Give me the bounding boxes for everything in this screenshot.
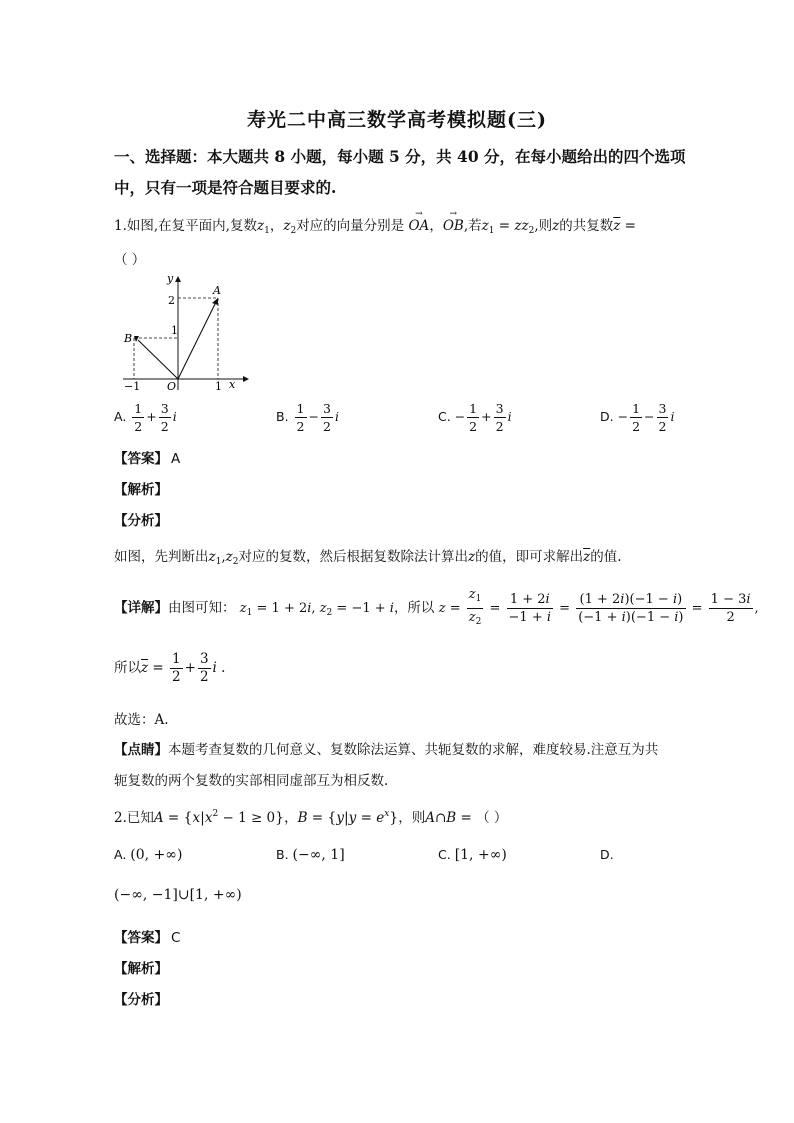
- q1-option-B[interactable]: B. $\frac{1}{2}$ − $\frac{3}{2}$ i: [276, 401, 339, 434]
- q1-cond-prefix: ,若: [463, 218, 482, 234]
- q1-answer: 【答案】 A: [114, 451, 181, 467]
- q1-prefix: 1.如图,在复平面内,复数: [114, 218, 257, 234]
- q2-option-B[interactable]: B. (−∞, 1]: [276, 847, 345, 863]
- q1-choose: 故选：A.: [114, 712, 169, 728]
- vector-OB-arrowhead: [134, 336, 139, 342]
- tick-label-x-neg1: −1: [124, 380, 141, 393]
- vector-OA: → OA: [408, 209, 430, 234]
- q1-option-D[interactable]: D. − $\frac{1}{2}$ − $\frac{3}{2}$ i: [600, 401, 675, 434]
- label-B: B: [124, 332, 133, 345]
- label-y: y: [167, 272, 174, 285]
- q1-option-C[interactable]: C. − $\frac{1}{2}$ + $\frac{3}{2}$ i: [438, 401, 512, 434]
- q1-cond-suffix: ,则: [534, 218, 553, 234]
- vector-OA-arrowhead: [212, 298, 218, 305]
- page-title: 寿光二中高三数学高考模拟题(三): [247, 109, 547, 131]
- q1-dianjing: 【点睛】本题考查复数的几何意义、复数除法运算、共轭复数的求解，难度较易.注意互为共: [114, 742, 659, 758]
- q2-option-D[interactable]: D.: [600, 847, 614, 862]
- q2-option-A[interactable]: A. (0, +∞): [114, 847, 183, 863]
- y-axis-arrow: [175, 276, 181, 282]
- label-A: A: [213, 284, 221, 297]
- q1-paren: （ ）: [114, 252, 146, 268]
- q2-stem: 2.已知$A = \{x|x^2 - 1 \ge 0\}$，$B = \{y|y = e^x\}$，则A∩B = （ ）: [114, 809, 508, 826]
- vector-OA-line: [178, 302, 216, 379]
- q2-option-C[interactable]: C. [1, +∞): [438, 847, 507, 863]
- section-heading-line-1: 一、选择题：本大题共 8 小题，每小题 5 分，共 40 分，在每小题给出的四个选项: [114, 147, 686, 166]
- tick-label-x-1: 1: [215, 380, 222, 393]
- label-x: x: [229, 378, 236, 391]
- q1-fenxi-label: 【分析】: [114, 513, 168, 529]
- q2-answer: 【答案】 C: [114, 930, 181, 946]
- vector-OB-line: [138, 340, 178, 379]
- q2-option-D-value: (−∞, −1]∪[1, +∞): [114, 887, 242, 903]
- x-axis-arrow: [243, 376, 249, 382]
- q1-dianjing-line-2: 轭复数的两个复数的实部相同虚部互为相反数.: [114, 773, 389, 789]
- q1-result: 所以$\overline{z}$ = $\frac{1}{2}$ + $\frac{3}{2}$ i .: [114, 651, 226, 685]
- q1-tail: 的共复数: [559, 218, 614, 234]
- tick-label-y-1: 1: [171, 324, 178, 337]
- section-heading: [114, 141, 694, 203]
- q1-mid: 对应的向量分别是: [296, 218, 405, 234]
- label-origin: O: [167, 380, 177, 393]
- q2-fenxi-label: 【分析】: [114, 992, 168, 1008]
- q1-stem: 1.如图,在复平面内,复数$z_1$，$z_2$对应的向量分别是 → OA， → OB,若$z_1 = zz_2$,则z的共复数$\overline{z}$ =: [114, 209, 636, 236]
- q1-analysis: 如图，先判断出$z_1,z_2$对应的复数，然后根据复数除法计算出z的值，即可求解出$\overline{z}$的值.: [114, 549, 622, 567]
- tick-label-y-2: 2: [168, 294, 175, 307]
- q1-option-A[interactable]: A. $\frac{1}{2}$ + $\frac{3}{2}$ i: [114, 401, 177, 434]
- section-heading-line-2: 中，只有一项是符合题目要求的.: [114, 178, 337, 197]
- q1-detail: 【详解】由图可知： $z_1 = 1 + 2i$, $z_2 = -1 + i$，所以 z = $\frac{z_1}{z_2}$ = $\frac{1 + 2i}{-1 + i}$ = $\frac{(1 + 2i)(-1 - i)}{(-1 + i)(-1 - i)}$ = $\frac{1 - 3i}{2}$ ,: [114, 587, 759, 627]
- complex-plane-figure: [115, 272, 250, 395]
- vector-OB: → OB: [442, 209, 464, 234]
- q2-jiexi-label: 【解析】: [114, 961, 168, 977]
- q1-jiexi-label: 【解析】: [114, 482, 168, 498]
